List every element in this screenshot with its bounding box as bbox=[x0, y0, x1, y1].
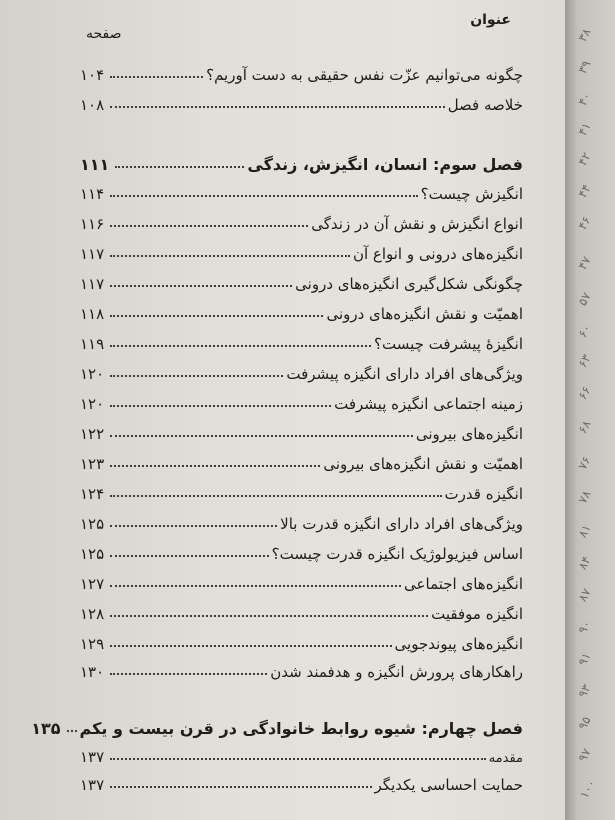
entry-page-number: ۱۱۷ bbox=[80, 275, 105, 293]
entry-title: اهمیّت و نقش انگیزه‌های بیرونی bbox=[323, 455, 523, 473]
edge-page-number: ۹۱ bbox=[575, 650, 594, 668]
dot-leader bbox=[110, 255, 350, 257]
edge-page-number: ۴۰ bbox=[575, 90, 594, 108]
entry-page-number: ۱۱۶ bbox=[80, 215, 105, 233]
dot-leader bbox=[110, 285, 292, 287]
toc-entry bbox=[80, 507, 523, 533]
dot-leader bbox=[110, 315, 323, 317]
entry-page-number: ۱۱۸ bbox=[80, 305, 105, 323]
entry-title: مقدمه bbox=[488, 751, 523, 766]
toc-entry bbox=[80, 267, 523, 293]
dot-leader bbox=[110, 435, 413, 437]
entry-page-number: ۱۲۸ bbox=[80, 605, 105, 623]
toc-entry bbox=[80, 417, 523, 443]
entry-title: انگیزه‌های اجتماعی bbox=[404, 575, 523, 593]
entry-page-number: ۱۲۵ bbox=[80, 515, 105, 533]
toc-entry bbox=[80, 88, 523, 114]
entry-title: انگیزه قدرت bbox=[444, 485, 523, 503]
entry-title: ویژگی‌های افراد دارای انگیزه پیشرفت bbox=[286, 365, 523, 383]
edge-page-number: ۶۳ bbox=[575, 352, 594, 370]
entry-page-number: ۱۲۹ bbox=[80, 635, 105, 653]
chapter-page-number: ۱۱۱ bbox=[80, 155, 110, 174]
edge-page-number: ۹۷ bbox=[575, 746, 594, 764]
adjacent-page-edge bbox=[565, 0, 615, 820]
dot-leader bbox=[110, 106, 445, 108]
entry-page-number: ۱۲۲ bbox=[80, 425, 105, 443]
toc-entry bbox=[80, 627, 523, 653]
dot-leader bbox=[67, 730, 77, 732]
toc-chapter-heading bbox=[80, 148, 523, 174]
edge-page-number: ۷۸ bbox=[575, 488, 594, 506]
toc-entry bbox=[80, 207, 523, 233]
entry-page-number: ۱۳۷ bbox=[80, 776, 105, 794]
edge-page-number: ۳۹ bbox=[575, 58, 594, 76]
edge-page-number: ۴۷ bbox=[575, 254, 594, 272]
entry-title: ویژگی‌های افراد دارای انگیزه قدرت بالا bbox=[280, 515, 523, 533]
chapter-page-number: ۱۳۵ bbox=[31, 719, 61, 738]
dot-leader bbox=[110, 673, 267, 675]
edge-page-number: ۳۸ bbox=[575, 26, 594, 44]
chapter-title: فصل چهارم: شیوه روابط خانوادگی در قرن بیست و یکم bbox=[79, 719, 523, 738]
entry-title: انگیزه‌های بیرونی bbox=[415, 425, 523, 443]
edge-page-number: ۶۰ bbox=[575, 322, 594, 340]
column-header-title: عنوان bbox=[470, 12, 511, 28]
entry-page-number: ۱۱۹ bbox=[80, 335, 105, 353]
dot-leader bbox=[110, 615, 428, 617]
dot-leader bbox=[110, 495, 441, 497]
toc-entry bbox=[80, 768, 523, 794]
edge-page-number: ۴۴ bbox=[575, 182, 594, 200]
dot-leader bbox=[110, 195, 417, 197]
entry-page-number: ۱۲۵ bbox=[80, 545, 105, 563]
toc-chapter-heading bbox=[31, 712, 523, 738]
entry-title: اساس فیزیولوژیک انگیزه قدرت چیست؟ bbox=[271, 545, 523, 563]
entry-title: اهمیّت و نقش انگیزه‌های درونی bbox=[326, 305, 523, 323]
toc-entry bbox=[80, 597, 523, 623]
entry-title: حمایت احساسی یکدیگر bbox=[374, 776, 523, 794]
dot-leader bbox=[115, 166, 244, 168]
toc-entry bbox=[80, 357, 523, 383]
toc-entry bbox=[80, 740, 523, 766]
entry-title: انگیزهٔ پیشرفت چیست؟ bbox=[374, 335, 523, 353]
edge-page-number: ۴۶ bbox=[575, 214, 594, 232]
toc-entry bbox=[80, 177, 523, 203]
chapter-title: فصل سوم: انسان، انگیزش، زندگی bbox=[247, 155, 523, 174]
entry-title: زمینه اجتماعی انگیزه پیشرفت bbox=[334, 395, 523, 413]
edge-page-number: ۷۶ bbox=[575, 454, 594, 472]
entry-page-number: ۱۲۳ bbox=[80, 455, 105, 473]
edge-page-number: ۱۰۰ bbox=[576, 777, 599, 801]
entry-page-number: ۱۳۰ bbox=[80, 663, 105, 681]
edge-page-number: ۸۴ bbox=[575, 554, 594, 572]
toc-entry bbox=[80, 58, 523, 84]
entry-title: انگیزه‌های پیوندجویی bbox=[394, 635, 523, 653]
edge-page-number: ۸۷ bbox=[575, 586, 594, 604]
entry-title: خلاصه فصل bbox=[447, 96, 523, 114]
entry-page-number: ۱۳۷ bbox=[80, 748, 105, 766]
edge-page-number: ۴۱ bbox=[575, 120, 594, 138]
entry-page-number: ۱۰۴ bbox=[80, 66, 105, 84]
dot-leader bbox=[110, 225, 308, 227]
entry-page-number: ۱۲۴ bbox=[80, 485, 105, 503]
entry-title: انواع انگیزش و نقش آن در زندگی bbox=[311, 215, 523, 233]
dot-leader bbox=[110, 405, 331, 407]
entry-title: چگونه می‌توانیم عزّت نفس حقیقی به دست آوریم؟ bbox=[206, 66, 523, 84]
entry-title: انگیزه‌های درونی و انواع آن bbox=[352, 245, 523, 263]
dot-leader bbox=[110, 345, 371, 347]
dot-leader bbox=[110, 76, 203, 78]
edge-page-number: ۹۵ bbox=[575, 714, 594, 732]
edge-page-number: ۴۲ bbox=[575, 150, 594, 168]
dot-leader bbox=[110, 375, 283, 377]
toc-entry bbox=[80, 297, 523, 323]
dot-leader bbox=[110, 555, 269, 557]
entry-page-number: ۱۲۰ bbox=[80, 365, 105, 383]
toc-entry bbox=[80, 655, 523, 681]
entry-page-number: ۱۱۴ bbox=[80, 185, 105, 203]
entry-page-number: ۱۰۸ bbox=[80, 96, 105, 114]
dot-leader bbox=[110, 645, 391, 647]
dot-leader bbox=[110, 465, 320, 467]
dot-leader bbox=[110, 585, 401, 587]
edge-page-number: ۹۰ bbox=[575, 618, 594, 636]
entry-title: انگیزه موفقیت bbox=[431, 605, 523, 623]
edge-page-number: ۶۶ bbox=[575, 384, 594, 402]
entry-title: انگیزش چیست؟ bbox=[420, 185, 523, 203]
dot-leader bbox=[110, 786, 371, 788]
dot-leader bbox=[110, 758, 486, 760]
column-header-page: صفحه bbox=[86, 26, 122, 42]
toc-entry bbox=[80, 567, 523, 593]
edge-page-number: ۶۸ bbox=[575, 418, 594, 436]
entry-title: چگونگی شکل‌گیری انگیزه‌های درونی bbox=[295, 275, 523, 293]
toc-entry bbox=[80, 477, 523, 503]
toc-entry bbox=[80, 237, 523, 263]
edge-page-number: ۸۱ bbox=[575, 522, 594, 540]
entry-page-number: ۱۱۷ bbox=[80, 245, 105, 263]
edge-page-number: ۹۳ bbox=[575, 682, 594, 700]
entry-page-number: ۱۲۰ bbox=[80, 395, 105, 413]
toc-entry bbox=[80, 447, 523, 473]
edge-page-number: ۵۷ bbox=[575, 290, 594, 308]
entry-page-number: ۱۲۷ bbox=[80, 575, 105, 593]
toc-entry bbox=[80, 327, 523, 353]
entry-title: راهکارهای پرورش انگیزه و هدفمند شدن bbox=[270, 663, 523, 681]
toc-entry bbox=[80, 387, 523, 413]
toc-entry bbox=[80, 537, 523, 563]
dot-leader bbox=[110, 525, 277, 527]
